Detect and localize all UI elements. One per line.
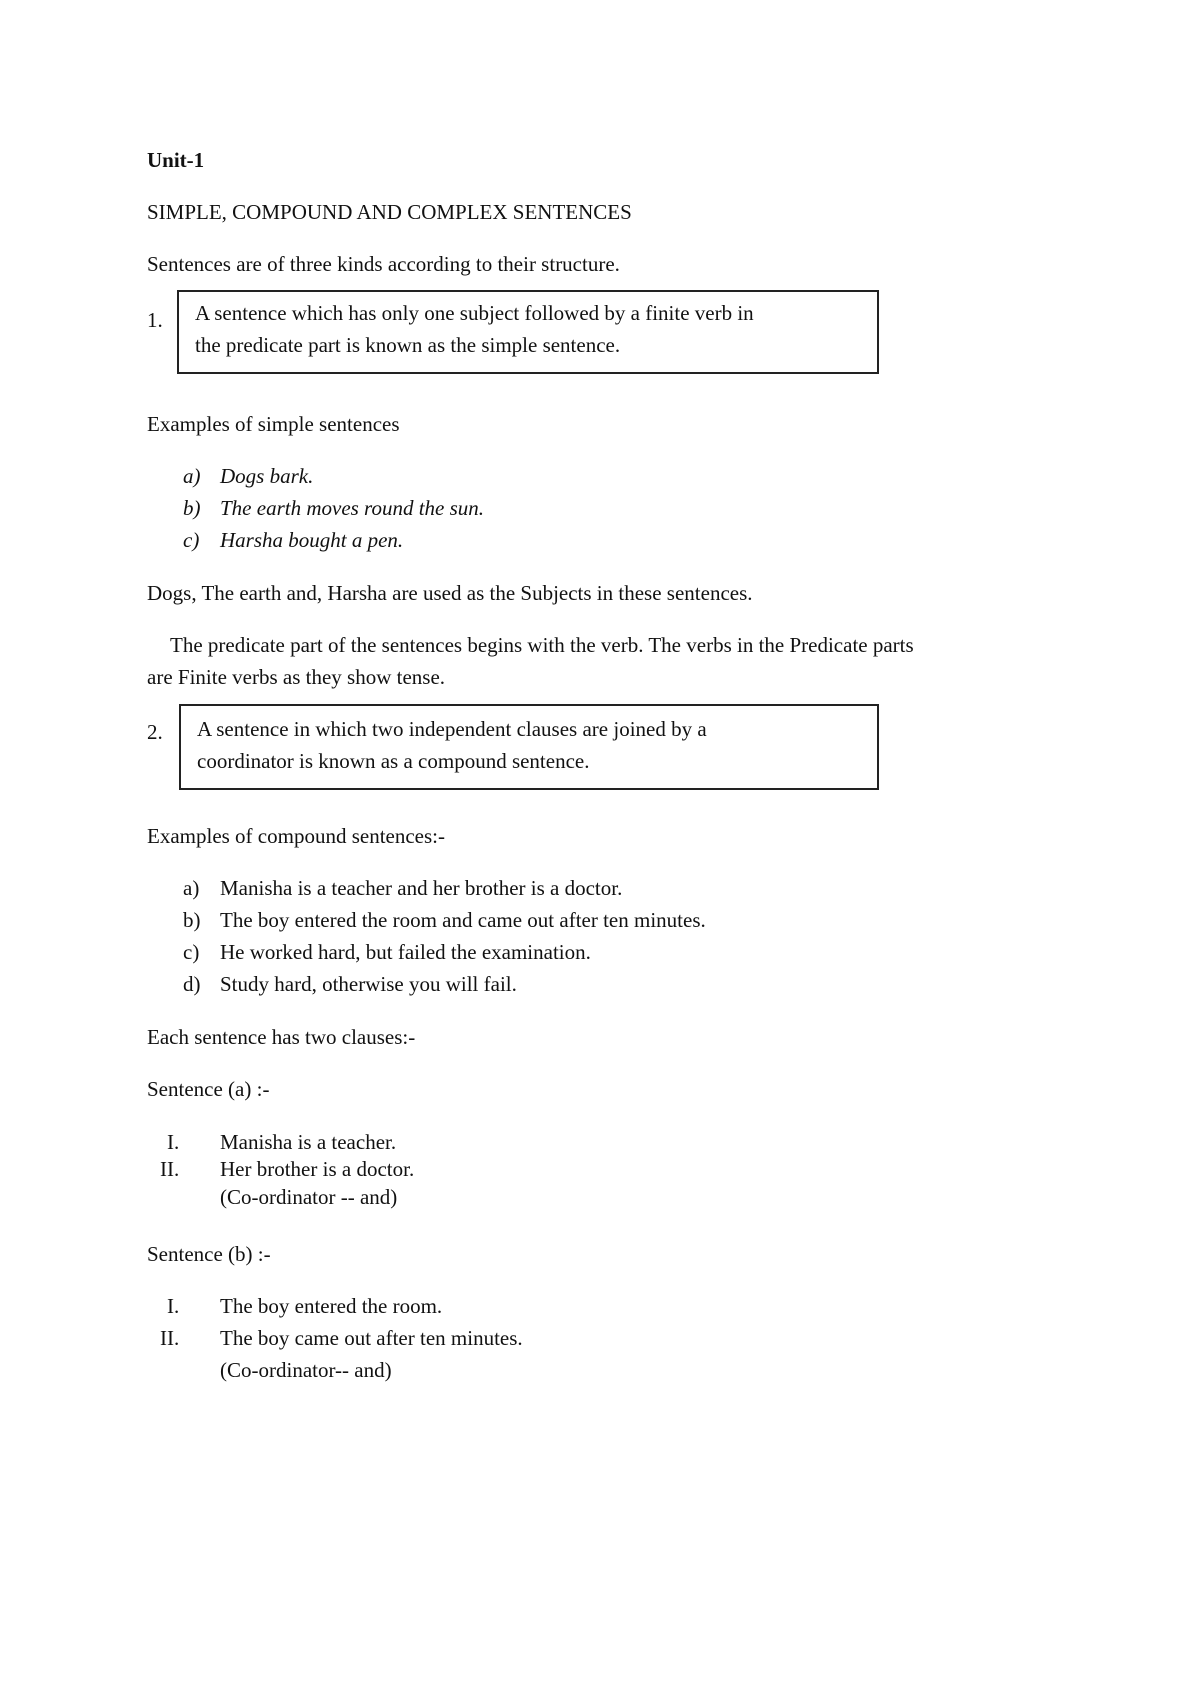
- clause-item: The boy entered the room.: [220, 1294, 443, 1318]
- sentence-a-label: Sentence (a) :-: [147, 1077, 270, 1101]
- simple-examples-heading: Examples of simple sentences: [147, 412, 400, 436]
- definition-2-line-1: A sentence in which two independent clauses are joined by a: [197, 717, 707, 741]
- list-item: Dogs bark.: [220, 464, 314, 488]
- clause-marker: II.: [160, 1157, 180, 1181]
- definition-2-line-2: coordinator is known as a compound sentence.: [197, 749, 590, 773]
- clause-marker: II.: [160, 1326, 180, 1350]
- clause-item: Her brother is a doctor.: [220, 1157, 415, 1181]
- list-item-marker: a): [183, 464, 201, 488]
- definition-1-box: [177, 290, 879, 374]
- list-item-marker: c): [183, 528, 200, 552]
- sentence-b-label: Sentence (b) :-: [147, 1242, 271, 1266]
- list-item: He worked hard, but failed the examination.: [220, 940, 591, 964]
- list-item-marker: b): [183, 908, 201, 932]
- clause-marker: I.: [167, 1294, 180, 1318]
- list-item: Harsha bought a pen.: [220, 528, 404, 552]
- coordinator-note: (Co-ordinator -- and): [220, 1185, 398, 1209]
- list-item-marker: c): [183, 940, 200, 964]
- list-item: The boy entered the room and came out after ten minutes.: [220, 908, 706, 932]
- definition-1-line-1: A sentence which has only one subject followed by a finite verb in: [195, 301, 754, 325]
- predicate-note-line-1: The predicate part of the sentences begins with the verb. The verbs in the Predicate parts: [170, 633, 914, 657]
- list-item: Manisha is a teacher and her brother is a doctor.: [220, 876, 623, 900]
- list-item-marker: b): [183, 496, 201, 520]
- coordinator-note: (Co-ordinator-- and): [220, 1358, 392, 1382]
- compound-examples-heading: Examples of compound sentences:-: [147, 824, 445, 848]
- clauses-note: Each sentence has two clauses:-: [147, 1025, 416, 1049]
- list-item: The earth moves round the sun.: [220, 496, 485, 520]
- intro-text: Sentences are of three kinds according to their structure.: [147, 252, 620, 276]
- definition-1-number: 1.: [147, 308, 163, 332]
- list-item-marker: a): [183, 876, 200, 900]
- section-heading: SIMPLE, COMPOUND AND COMPLEX SENTENCES: [147, 200, 632, 224]
- clause-item: The boy came out after ten minutes.: [220, 1326, 523, 1350]
- list-item-marker: d): [183, 972, 201, 996]
- definition-2-number: 2.: [147, 720, 163, 744]
- clause-item: Manisha is a teacher.: [220, 1130, 397, 1154]
- unit-title: Unit-1: [147, 148, 205, 172]
- definition-2-box: [179, 704, 879, 790]
- clause-marker: I.: [167, 1130, 180, 1154]
- list-item: Study hard, otherwise you will fail.: [220, 972, 517, 996]
- predicate-note-line-2: are Finite verbs as they show tense.: [147, 665, 446, 689]
- subjects-note: Dogs, The earth and, Harsha are used as the Subjects in these sentences.: [147, 581, 753, 605]
- definition-1-line-2: the predicate part is known as the simple sentence.: [195, 333, 621, 357]
